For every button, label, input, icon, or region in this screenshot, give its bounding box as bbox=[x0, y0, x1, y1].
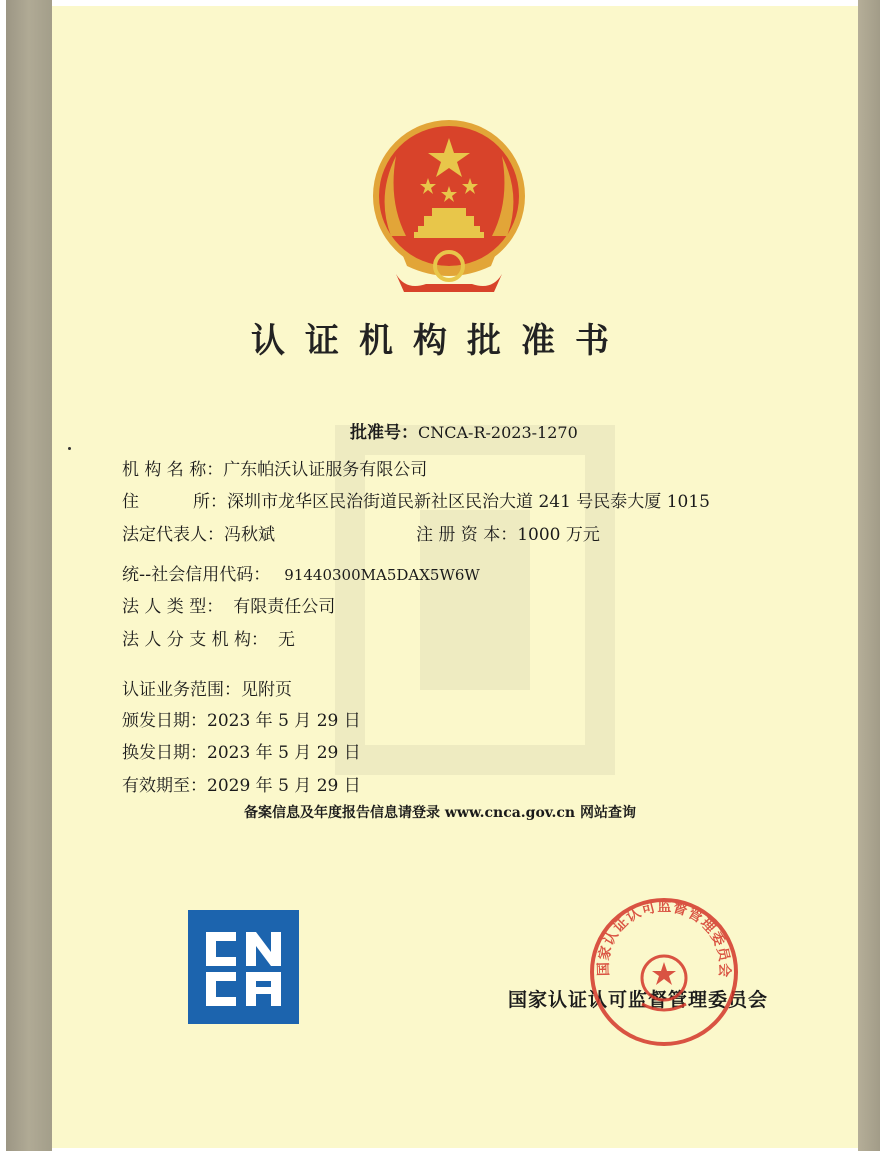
certificate-number bbox=[350, 418, 578, 443]
certificate-number-value: CNCA-R-2023-1270 bbox=[418, 423, 578, 442]
org-name-value: 广东帕沃认证服务有限公司 bbox=[223, 460, 428, 480]
certificate-number-label: 批准号： bbox=[350, 423, 418, 443]
address-label: 住 所： bbox=[122, 492, 228, 512]
address-row bbox=[122, 487, 710, 512]
scope-label: 认证业务范围： bbox=[122, 680, 241, 700]
issue-date-label: 颁发日期： bbox=[122, 711, 207, 731]
branch-label: 法 人 分 支 机 构： bbox=[122, 630, 269, 650]
cnca-logo-icon bbox=[188, 910, 299, 1024]
legal-rep-row bbox=[122, 520, 275, 545]
scan-speck bbox=[68, 447, 71, 450]
cnca-logo bbox=[188, 910, 299, 1024]
credit-code-label: 统--社会信用代码： bbox=[122, 565, 271, 585]
branch-value: 无 bbox=[278, 630, 296, 650]
capital-row bbox=[416, 520, 600, 545]
scope-value: 见附页 bbox=[241, 680, 292, 700]
scan-frame-right bbox=[858, 0, 880, 1151]
seal-text: 国家认证认可监督管理委员会 bbox=[595, 899, 733, 979]
entity-type-value: 有限责任公司 bbox=[233, 597, 336, 617]
branch-row bbox=[122, 625, 295, 650]
legal-rep-label: 法定代表人： bbox=[122, 525, 224, 545]
reissue-date-row bbox=[122, 738, 361, 763]
address-value: 深圳市龙华区民治街道民新社区民治大道 241 号民泰大厦 1015 bbox=[227, 492, 710, 512]
valid-until-value: 2029 年 5 月 29 日 bbox=[207, 776, 361, 796]
valid-until-row bbox=[122, 771, 361, 796]
issue-date-row bbox=[122, 706, 361, 731]
national-emblem-icon bbox=[366, 116, 532, 294]
credit-code-value: 91440300MA5DAX5W6W bbox=[284, 566, 480, 584]
issue-date-value: 2023 年 5 月 29 日 bbox=[207, 711, 361, 731]
document-title: 认证机构批准书 bbox=[251, 321, 629, 361]
entity-type-label: 法 人 类 型： bbox=[122, 597, 224, 617]
valid-until-label: 有效期至： bbox=[122, 776, 207, 796]
org-name-row bbox=[122, 455, 427, 480]
reissue-date-label: 换发日期： bbox=[122, 743, 207, 763]
scope-row bbox=[122, 675, 292, 700]
entity-type-row bbox=[122, 592, 335, 617]
issuer-name: 国家认证认可监督管理委员会 bbox=[508, 989, 769, 1011]
org-name-label: 机 构 名 称： bbox=[122, 460, 224, 480]
capital-value: 1000 万元 bbox=[517, 525, 600, 545]
capital-label: 注 册 资 本： bbox=[416, 525, 518, 545]
credit-code-row bbox=[122, 560, 480, 585]
official-seal-icon bbox=[588, 896, 740, 1048]
scan-frame-left bbox=[6, 0, 52, 1151]
legal-rep-value: 冯秋斌 bbox=[224, 525, 275, 545]
notice-text: 备案信息及年度报告信息请登录 www.cnca.gov.cn 网站查询 bbox=[244, 805, 636, 821]
reissue-date-value: 2023 年 5 月 29 日 bbox=[207, 743, 361, 763]
